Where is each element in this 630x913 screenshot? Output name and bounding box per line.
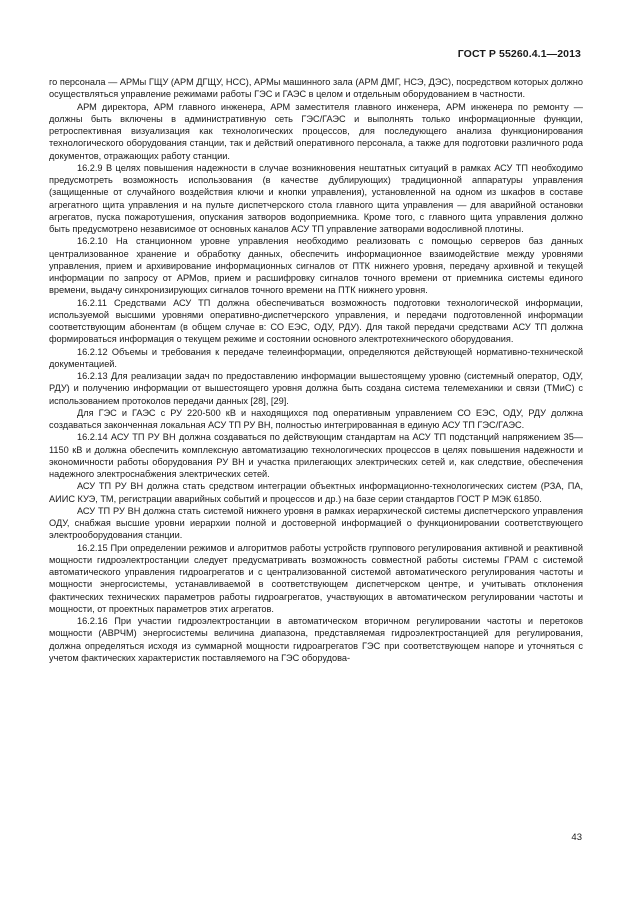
paragraph: АСУ ТП РУ ВН должна стать системой нижнего уровня в рамках иерархической системы диспетчерского управления ОДУ, снабжая высшие уровни иерархии полной и достоверной информацией о функционировании соответствующего электрооборудования станции. xyxy=(49,505,583,541)
paragraph: 16.2.14 АСУ ТП РУ ВН должна создаваться по действующим стандартам на АСУ ТП подстанций напряжением 35—1150 кВ и должна обеспечить комплексную автоматизацию технологических процессов в целях повышения надежности и экономичности работы оборудования РУ ВН и участка прилегающих электрических сетей и, как следствие, обеспечения надежного электроснабжения электрических сетей. xyxy=(49,432,583,479)
paragraph: АРМ директора, АРМ главного инженера, АРМ заместителя главного инженера, АРМ инженера по ремонту — должны быть включены в административную сеть ГЭС/ГАЭС и выполнять только информационные функции, ретроспективная визуализация как технологических процессов, для последующего анализа функционирования технологического оборудования станции, так и действий оперативного персонала, а также для подготовки различного рода документов, отражающих работу станции. xyxy=(49,101,583,161)
paragraph: 16.2.16 При участии гидроэлектростанции в автоматическом вторичном регулировании частоты и перетоков мощности (АВРЧМ) энергосистемы величина диапазона, представляемая гидроэлектростанцией для регулирования, должна определяться исходя из суммарной мощности гидроагрегатов ГЭС при соответствующем напоре и уточняться с учетом фактических характеристик поставляемого на ГЭС оборудова- xyxy=(49,616,583,663)
paragraph: Для ГЭС и ГАЭС с РУ 220-500 кВ и находящихся под оперативным управлением СО ЕЭС, ОДУ, РДУ должна создаваться законченная локальная АСУ ТП РУ ВН, полностью интегрированная в единую АСУ ТП ГЭС/ГАЭС. xyxy=(49,407,583,430)
paragraph: АСУ ТП РУ ВН должна стать средством интеграции объектных информационно-технологических систем (РЗА, ПА, АИИС КУЭ, ТМ, регистрации аварийных событий и процессов и др.) на базе серии стандартов ГОСТ Р МЭК 61850. xyxy=(49,481,583,504)
paragraph: 16.2.12 Объемы и требования к передаче телеинформации, определяются действующей нормативно-технической документацией. xyxy=(49,346,583,369)
paragraph: 16.2.11 Средствами АСУ ТП должна обеспечиваться возможность подготовки технологической информации, используемой высшими уровнями оперативно-диспетчерского управления, и передачи подготовленной информации соответствующим абонентам (в общем случае в: СО ЕЭС, ОДУ, РДУ). Для такой передачи средствами АСУ ТП должна формироваться информация о текущем режиме и состоянии основного электротехнического оборудования. xyxy=(49,297,583,345)
paragraph: го персонала — АРМы ГЩУ (АРМ ДГЩУ, НСС), АРМы машинного зала (АРМ ДМГ, НСЭ, ДЭС), посредством которых должно осуществляться управление режимами работы ГЭС и ГАЭС в целом и отдельным оборудованием в частности. xyxy=(49,77,583,100)
paragraph: 16.2.15 При определении режимов и алгоритмов работы устройств группового регулирования активной и реактивной мощности гидроэлектростанции следует предусматривать возможность совместной работы системы ГРАМ с системой автоматического управления гидроагрегатов и с централизованной системой автоматического регулирования частоты и мощности энергосистемы, устанавливаемой в соответствующем диспетчерском центре, и учитывать отклонения фактических технических параметров работы гидроагрегатов, участвующих в автоматическом регулировании частоты и мощности, от проектных параметров этих агрегатов. xyxy=(49,542,583,614)
paragraph: 16.2.13 Для реализации задач по предоставлению информации вышестоящему уровню (системный оператор, ОДУ, РДУ) и получению информации от вышестоящего уровня должна быть создана система телемеханики и связи (ТМиС) с использованием протоколов передачи данных [28], [29]. xyxy=(49,371,583,406)
page-number: 43 xyxy=(571,832,582,843)
standard-id: ГОСТ Р 55260.4.1—2013 xyxy=(457,48,581,60)
document-body xyxy=(49,76,583,664)
paragraph: 16.2.9 В целях повышения надежности в случае возникновения нештатных ситуаций в рамках АСУ ТП необходимо предусмотреть возможность использования (в качестве дублирующих) традиционной аппаратуры управления (защищенные от случайного воздействия ключи и кнопки управления), установленной на одном из шкафов в составе агрегатного щита управления и на пульте диспетчерского стола главного щита управления — для аварийной остановки агрегатов, пуска пожаротушения, опускания затворов водоприемника. Кроме того, с главного щита управления должно быть предусмотрено независимое от основных каналов АСУ ТП управление затворами водосливной плотины. xyxy=(49,162,583,234)
document-header xyxy=(458,48,581,60)
paragraph: 16.2.10 На станционном уровне управления необходимо реализовать с помощью серверов баз данных централизованное хранение и обработку данных, обеспечить информационное взаимодействие между уровнями управления, прием и архивирование информационных сигналов от ПТК нижнего уровня, передачу архивной и текущей информации по запросу от АРМов, прием и расшифровку сигналов точного времени от приемника системы единого времени, выдачу синхронизирующих сигналов точного времени на ПТК нижнего уровня. xyxy=(49,236,583,296)
